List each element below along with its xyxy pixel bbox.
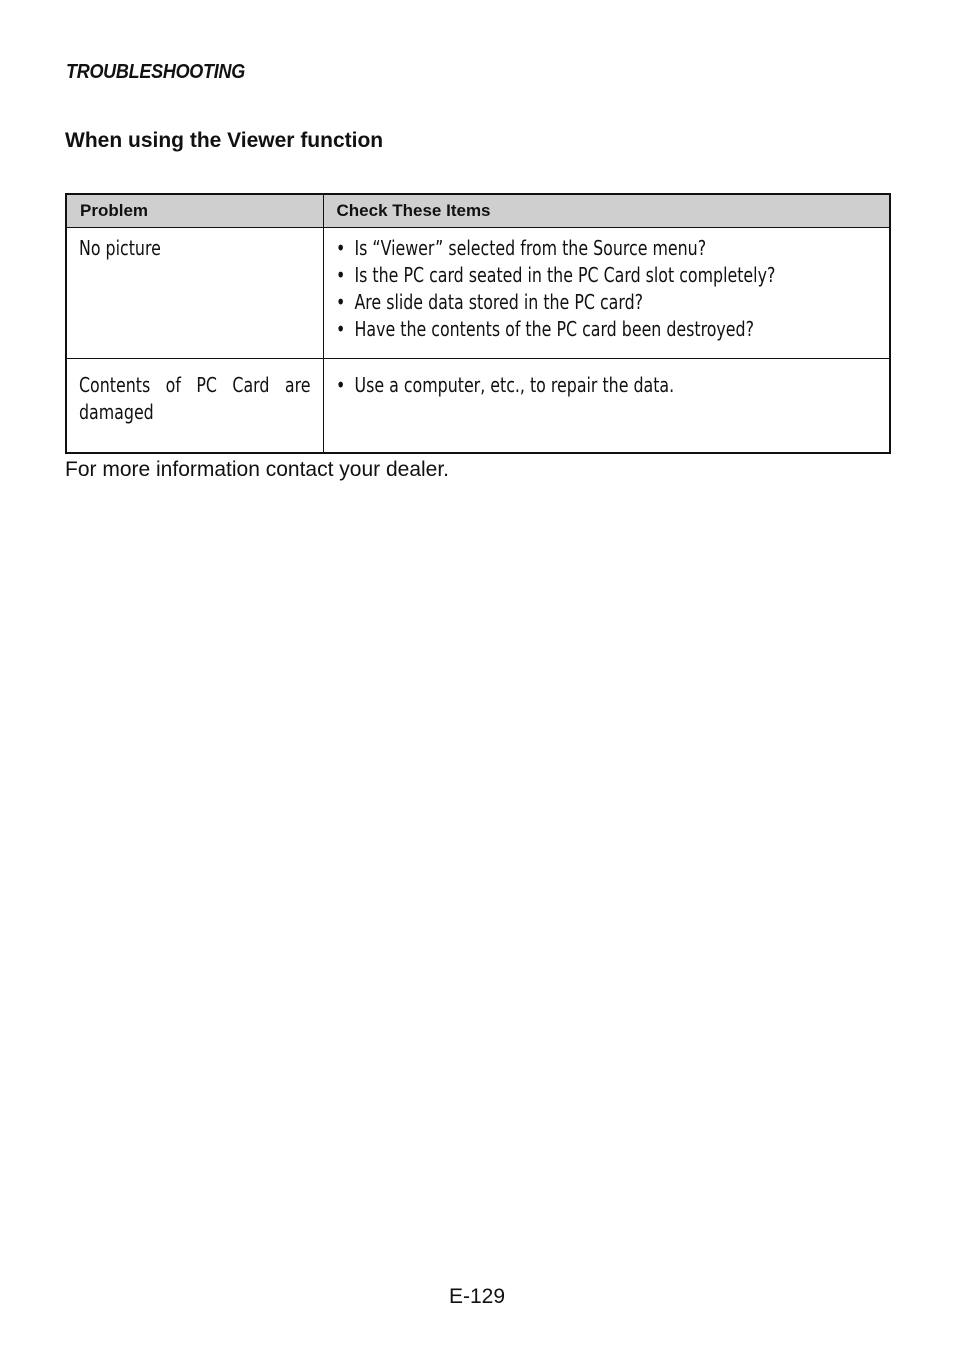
bullet-icon: • (335, 373, 345, 397)
check-item: • Is the PC card seated in the PC Card slot completely? (335, 263, 775, 287)
check-item: • Have the contents of the PC card been destroyed? (335, 317, 754, 341)
page-heading: When using the Viewer function (65, 129, 384, 152)
bullet-icon: • (335, 290, 345, 314)
troubleshooting-table (65, 193, 891, 454)
problem-cell (66, 359, 323, 454)
header-check-items: Check These Items (323, 194, 890, 228)
bullet-icon: • (335, 317, 345, 341)
check-list (336, 372, 882, 399)
section-label: TROUBLESHOOTING (66, 61, 245, 83)
checks-cell (323, 228, 890, 359)
table-row (66, 228, 890, 359)
problem-cell (66, 228, 323, 359)
bullet-icon: • (335, 236, 345, 260)
check-item: • Use a computer, etc., to repair the data. (335, 373, 674, 397)
table-header-row (66, 194, 890, 228)
problem-text: Contents of PC Card are damaged (79, 373, 311, 424)
bullet-icon: • (335, 263, 345, 287)
checks-cell (323, 359, 890, 454)
check-item: • Is “Viewer” selected from the Source menu? (335, 236, 706, 260)
problem-text: No picture (79, 236, 161, 260)
page-number: E-129 (448, 1285, 506, 1308)
footer-note: For more information contact your dealer. (65, 458, 450, 481)
table-row (66, 359, 890, 454)
check-item: • Are slide data stored in the PC card? (335, 290, 643, 314)
check-list (336, 235, 882, 343)
header-problem: Problem (66, 194, 323, 228)
